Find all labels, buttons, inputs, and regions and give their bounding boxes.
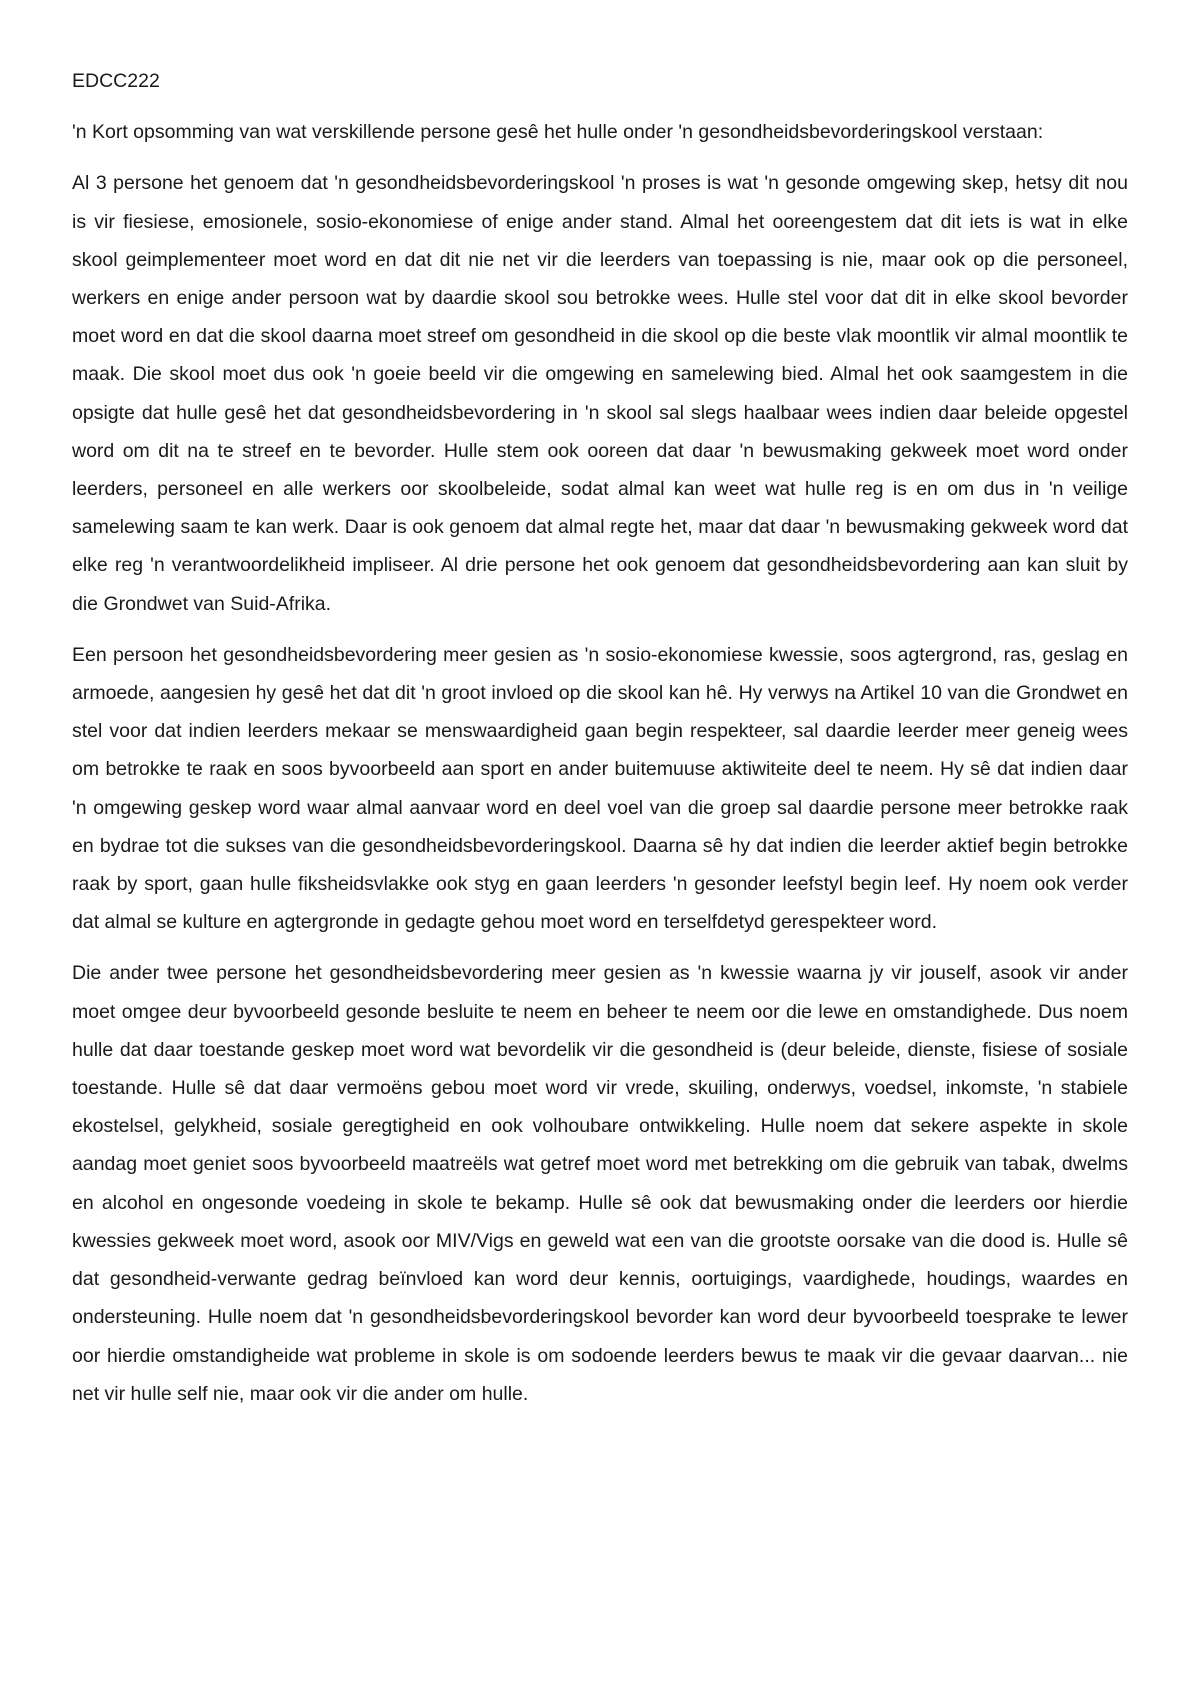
paragraph-other-two-persons: Die ander twee persone het gesondheidsbevordering meer gesien as 'n kwessie waarna jy vir jouself, asook vir ander moet omgee deur byvoorbeeld gesonde besluite te neem en beheer te neem oor die lewe en omstandighede. Dus noem hulle dat daar toestande geskep moet word wat bevordelik vir die gesondheid is (deur beleide, dienste, fisiese of sosiale toestande. Hulle sê dat daar vermoëns gebou moet word vir vrede, skuiling, onderwys, voedsel, inkomste, 'n stabiele ekostelsel, gelykheid, sosiale geregtigheid en ook volhoubare ontwikkeling. Hulle noem dat sekere aspekte in skole aandag moet geniet soos byvoorbeeld maatreëls wat getref moet word met betrekking om die gebruik van tabak, dwelms en alcohol en ongesonde voedeing in skole te bekamp. Hulle sê ook dat bewusmaking onder die leerders oor hierdie kwessies gekweek moet word, asook oor MIV/Vigs en geweld wat een van die grootste oorsake van die dood is. Hulle sê dat gesondheid-verwante gedrag beïnvloed kan word deur kennis, oortuigings, vaardighede, houdings, waardes en ondersteuning. Hulle noem dat 'n gesondheidsbevorderingskool bevorder kan word deur byvoorbeeld toesprake te lewer oor hierdie omstandigheide wat probleme in skole is om sodoende leerders bewus te maak vir die gevaar daarvan... nie net vir hulle self nie, maar ook vir die ander om hulle. — [72, 962, 1128, 1405]
course-code: EDCC222 — [72, 70, 160, 92]
paragraph-all-three-persons: Al 3 persone het genoem dat 'n gesondheidsbevorderingskool 'n proses is wat 'n gesonde omgewing skep, hetsy dit nou is vir fiesiese, emosionele, sosio-ekonomiese of enige ander stand. Almal het ooreengestem dat dit iets is wat in elke skool geimplementeer moet word en dat dit nie net vir die leerders van toepassing is nie, maar ook op die personeel, werkers en enige ander persoon wat by daardie skool sou betrokke wees. Hulle stel voor dat dit in elke skool bevorder moet word en dat die skool daarna moet streef om gesondheid in die skool op die beste vlak moontlik vir almal moontlik te maak. Die skool moet dus ook 'n goeie beeld vir die omgewing en samelewing bied. Almal het ook saamgestem in die opsigte dat hulle gesê het dat gesondheidsbevordering in 'n skool sal slegs haalbaar wees indien daar beleide opgestel word om dit na te streef en te bevorder. Hulle stem ook ooreen dat daar 'n bewusmaking gekweek moet word onder leerders, personeel en alle werkers oor skoolbeleide, sodat almal kan weet wat hulle reg is en om dus in 'n veilige samelewing saam te kan werk. Daar is ook genoem dat almal regte het, maar dat daar 'n bewusmaking gekweek word dat elke reg 'n verantwoordelikheid impliseer. Al drie persone het ook genoem dat gesondheidsbevordering aan kan sluit by die Grondwet van Suid-Afrika. — [72, 172, 1128, 615]
intro-paragraph: 'n Kort opsomming van wat verskillende persone gesê het hulle onder 'n gesondheidsbevorderingskool verstaan: — [72, 121, 1044, 144]
document-page — [72, 62, 1128, 1426]
paragraph-one-person: Een persoon het gesondheidsbevordering meer gesien as 'n sosio-ekonomiese kwessie, soos agtergrond, ras, geslag en armoede, aangesien hy gesê het dat dit 'n groot invloed op die skool kan hê. Hy verwys na Artikel 10 van die Grondwet en stel voor dat indien leerders mekaar se menswaardigheid gaan begin respekteer, sal daardie leerder meer geneig wees om betrokke te raak en soos byvoorbeeld aan sport en ander buitemuuse aktiwiteite deel te neem. Hy sê dat indien daar 'n omgewing geskep word waar almal aanvaar word en deel voel van die groep sal daardie persone meer betrokke raak en bydrae tot die sukses van die gesondheidsbevorderingskool. Daarna sê hy dat indien die leerder aktief begin betrokke raak by sport, gaan hulle fiksheidsvlakke ook styg en gaan leerders 'n gesonder leefstyl begin leef. Hy noem ook verder dat almal se kulture en agtergronde in gedagte gehou moet word en terselfdetyd gerespekteer word. — [72, 643, 1128, 934]
